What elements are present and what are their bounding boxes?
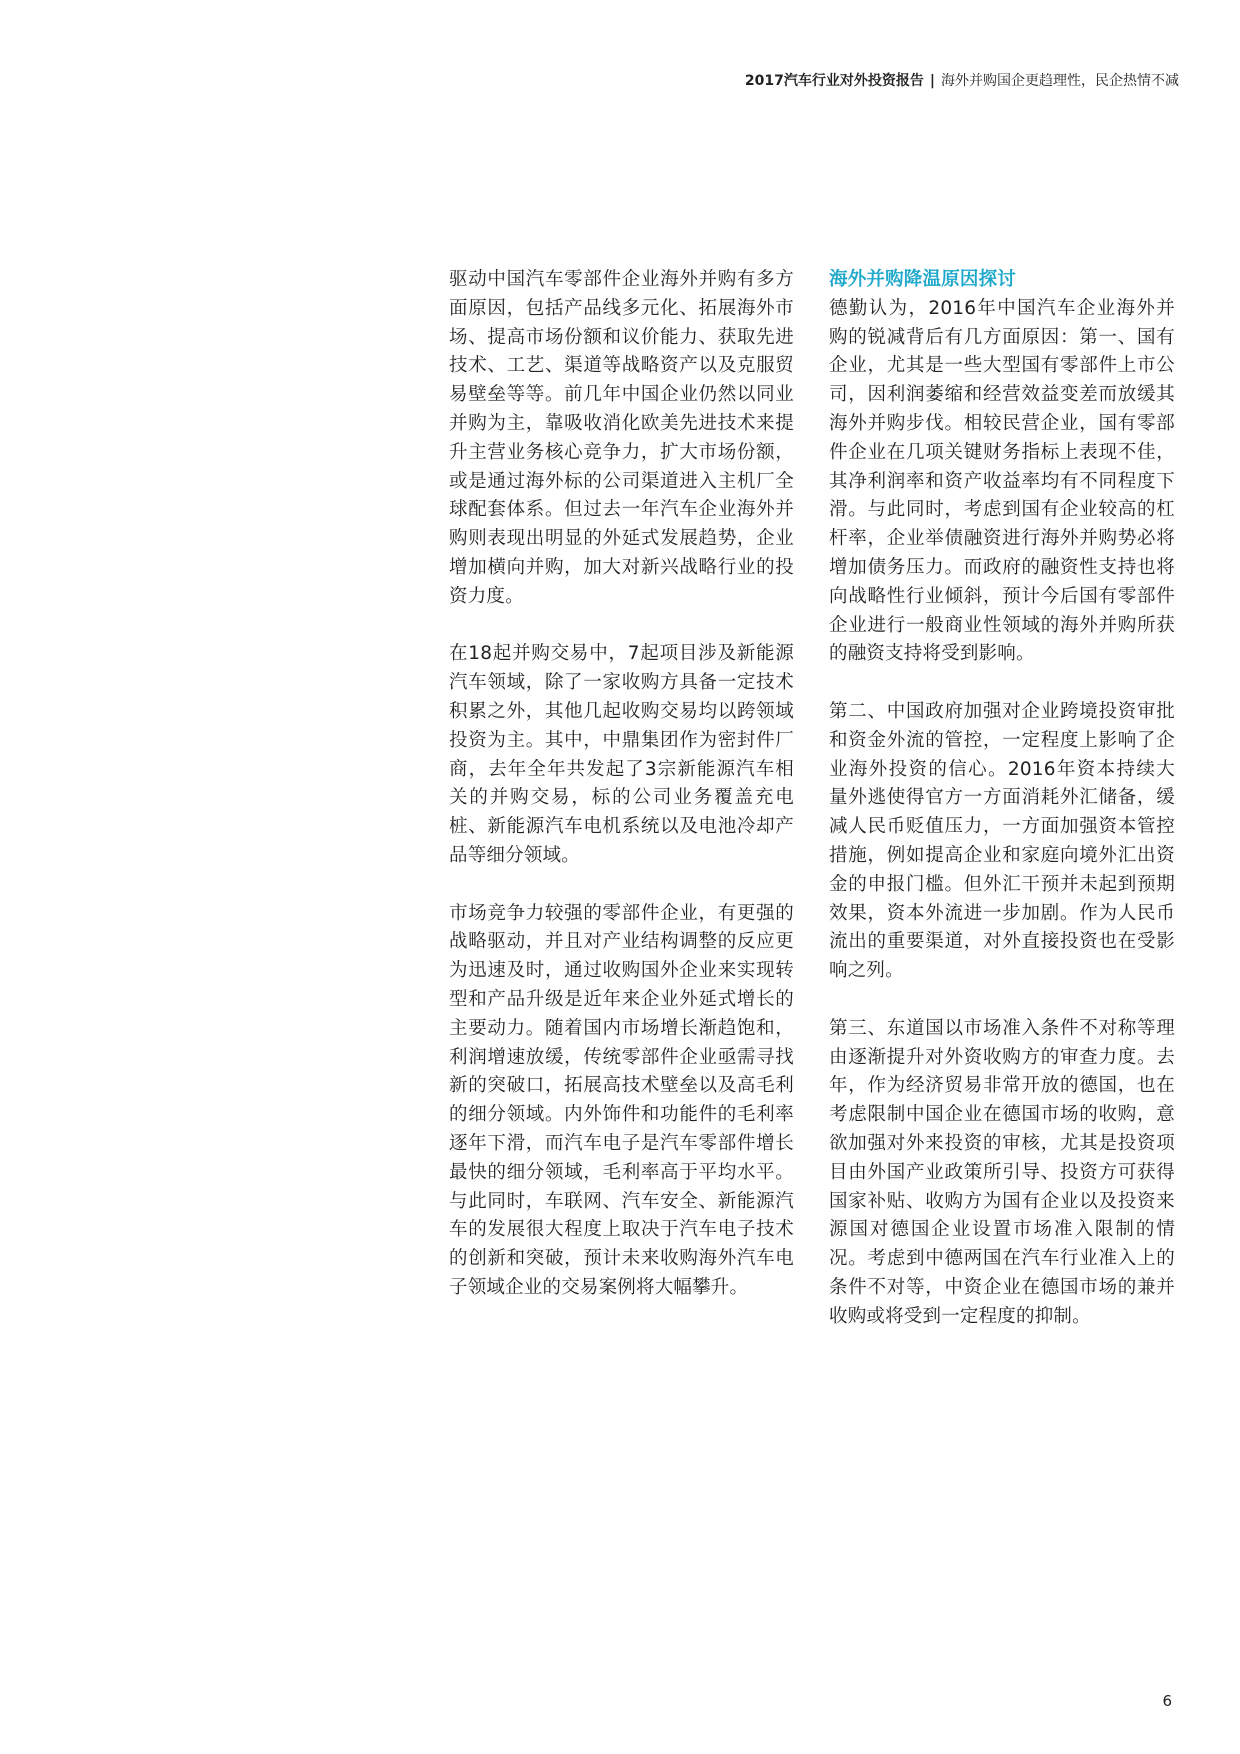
paragraph: 第二、中国政府加强对企业跨境投资审批和资金外流的管控，一定程度上影响了企业海外投资的信心。2016年资本持续大量外逃使得官方一方面消耗外汇储备，缓减人民币贬值压力，一方面加强资本管控措施，例如提高企业和家庭向境外汇出资金的申报门槛。但外汇干预并未起到预期效果，资本外流进一步加剧。作为人民币流出的重要渠道，对外直接投资也在受影响之列。 [829,700,1175,982]
section-heading: 海外并购降温原因探讨 [829,269,1017,290]
paragraph: 在18起并购交易中，7起项目涉及新能源汽车领域，除了一家收购方具备一定技术积累之外，其他几起收购交易均以跨领域投资为主。其中，中鼎集团作为密封件厂商，去年全年共发起了3宗新能源汽车相关的并购交易，标的公司业务覆盖充电桩、新能源汽车电机系统以及电池冷却产品等细分领域。 [449,643,794,866]
paragraph: 市场竞争力较强的零部件企业，有更强的战略驱动，并且对产业结构调整的反应更为迅速及时，通过收购国外企业来实现转型和产品升级是近年来企业外延式增长的主要动力。随着国内市场增长渐趋饱和，利润增速放缓，传统零部件企业亟需寻找新的突破口，拓展高技术壁垒以及高毛利的细分领域。内外饰件和功能件的毛利率逐年下滑，而汽车电子是汽车零部件增长最快的细分领域，毛利率高于平均水平。与此同时，车联网、汽车安全、新能源汽车的发展很大程度上取决于汽车电子技术的创新和突破，预计未来收购海外汽车电子领域企业的交易案例将大幅攀升。 [449,902,794,1298]
paragraph: 第三、东道国以市场准入条件不对称等理由逐渐提升对外资收购方的审查力度。去年，作为经济贸易非常开放的德国，也在考虑限制中国企业在德国市场的收购，意欲加强对外来投资的审核，尤其是投资项目由外国产业政策所引导、投资方可获得国家补贴、收购方为国有企业以及投资来源国对德国企业设置市场准入限制的情况。考虑到中德两国在汽车行业准入上的条件不对等，中资企业在德国市场的兼并收购或将受到一定程度的抑制。 [829,1017,1175,1327]
paragraph: 德勤认为，2016年中国汽车企业海外并购的锐减背后有几方面原因：第一、国有企业，尤其是一些大型国有零部件上市公司，因利润萎缩和经营效益变差而放缓其海外并购步伐。相较民营企业，国有零部件企业在几项关键财务指标上表现不佳，其净利润率和资产收益率均有不同程度下滑。与此同时，考虑到国有企业较高的杠杆率，企业举债融资进行海外并购势必将增加债务压力。而政府的融资性支持也将向战略性行业倾斜，预计今后国有零部件企业进行一般商业性领域的海外并购所获的融资支持将受到影响。 [829,297,1175,665]
left-column [449,266,794,1331]
right-column [829,266,1175,1360]
report-title: 2017汽车行业对外投资报告 [744,73,924,89]
page-number: 6 [1162,1692,1172,1710]
paragraph: 驱动中国汽车零部件企业海外并购有多方面原因，包括产品线多元化、拓展海外市场、提高市场份额和议价能力、获取先进技术、工艺、渠道等战略资产以及克服贸易壁垒等等。前几年中国企业仍然以同业并购为主，靠吸收消化欧美先进技术来提升主营业务核心竞争力，扩大市场份额，或是通过海外标的公司渠道进入主机厂全球配套体系。但过去一年汽车企业海外并购则表现出明显的外延式发展趋势，企业增加横向并购，加大对新兴战略行业的投资力度。 [449,269,794,607]
page-header [745,70,1179,90]
report-subtitle: 海外并购国企更趋理性，民企热情不减 [941,73,1179,89]
header-separator: | [929,73,935,89]
